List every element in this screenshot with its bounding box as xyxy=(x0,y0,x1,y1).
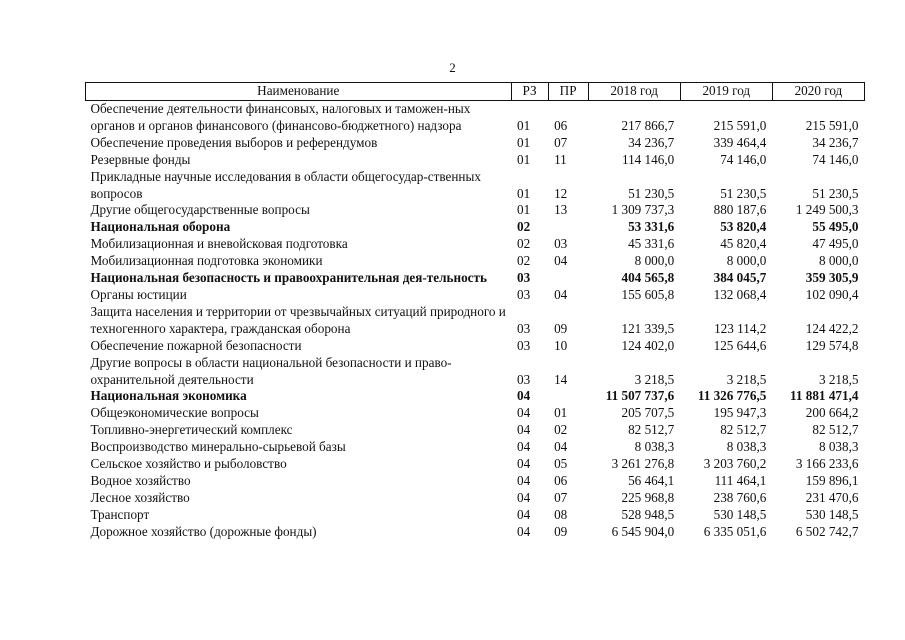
row-name: Сельское хозяйство и рыболовство xyxy=(90,456,287,472)
row-rz-code: 04 xyxy=(517,405,531,421)
row-value-2019: 45 820,4 xyxy=(720,236,767,252)
table-row xyxy=(86,202,865,219)
row-name: Лесное хозяйство xyxy=(90,489,190,505)
row-name: Общеэкономические вопросы xyxy=(90,405,259,421)
table-section-row xyxy=(86,270,865,287)
row-pr-code: 09 xyxy=(554,523,568,539)
row-value-2020: 74 146,0 xyxy=(812,151,859,167)
row-value-2019: 11 326 776,5 xyxy=(697,388,767,404)
row-pr-code: 01 xyxy=(554,405,568,421)
row-value-2019: 82 512,7 xyxy=(720,422,767,438)
row-value-2019: 8 000,0 xyxy=(726,253,767,269)
row-name: Транспорт xyxy=(90,506,150,522)
row-value-2019: 339 464,4 xyxy=(713,134,767,150)
row-pr-code: 13 xyxy=(554,202,568,218)
row-name: Топливно-энергетический комплекс xyxy=(90,422,293,438)
header-rz: РЗ xyxy=(511,83,548,101)
row-rz-code: 03 xyxy=(517,337,531,353)
row-pr-code: 12 xyxy=(554,185,568,201)
row-rz-code: 01 xyxy=(517,134,531,150)
row-value-2018: 11 507 737,6 xyxy=(605,388,675,404)
row-name: Мобилизационная подготовка экономики xyxy=(90,253,323,269)
row-pr-code: 03 xyxy=(554,236,568,252)
row-value-2020: 102 090,4 xyxy=(805,286,859,302)
row-value-2019: 51 230,5 xyxy=(720,185,767,201)
row-pr-code: 08 xyxy=(554,506,568,522)
row-value-2020: 1 249 500,3 xyxy=(795,202,859,218)
table-row xyxy=(86,405,865,422)
row-name: Обеспечение проведения выборов и референдумов xyxy=(90,134,378,150)
row-rz-code: 02 xyxy=(517,219,531,235)
row-value-2018: 34 236,7 xyxy=(628,134,675,150)
row-name: Мобилизационная и вневойсковая подготовка xyxy=(90,236,348,252)
row-pr-code: 02 xyxy=(554,422,568,438)
row-rz-code: 04 xyxy=(517,422,531,438)
row-rz-code: 01 xyxy=(517,117,531,133)
row-value-2019: 530 148,5 xyxy=(713,506,767,522)
row-name: Национальная безопасность и правоохранительная дея-тельность xyxy=(90,270,487,286)
row-pr-code: 06 xyxy=(554,117,568,133)
row-pr-code: 05 xyxy=(554,456,568,472)
row-value-2020: 8 000,0 xyxy=(818,253,859,269)
row-pr-code: 04 xyxy=(554,439,568,455)
row-name: Резервные фонды xyxy=(90,151,191,167)
row-value-2018: 53 331,6 xyxy=(628,219,675,235)
row-value-2020: 6 502 742,7 xyxy=(795,523,859,539)
row-name: Дорожное хозяйство (дорожные фонды) xyxy=(90,523,317,539)
row-rz-code: 04 xyxy=(517,523,531,539)
budget-table xyxy=(85,82,865,541)
row-value-2018: 45 331,6 xyxy=(628,236,675,252)
row-value-2020: 3 218,5 xyxy=(818,371,859,387)
row-value-2018: 6 545 904,0 xyxy=(611,523,675,539)
row-name: Воспроизводство минерально-сырьевой базы xyxy=(90,439,346,455)
row-name: Национальная экономика xyxy=(90,388,247,404)
table-row xyxy=(86,490,865,507)
row-name: Прикладные научные исследования в области общегосудар-ственных вопросов xyxy=(90,168,481,201)
row-pr-code: 06 xyxy=(554,472,568,488)
row-pr-code: 04 xyxy=(554,286,568,302)
row-value-2020: 8 038,3 xyxy=(818,439,859,455)
row-value-2018: 56 464,1 xyxy=(628,472,675,488)
row-pr-code xyxy=(548,388,588,405)
row-value-2019: 132 068,4 xyxy=(713,286,767,302)
row-value-2020: 51 230,5 xyxy=(812,185,859,201)
row-name: Водное хозяйство xyxy=(90,472,191,488)
row-name: Другие вопросы в области национальной безопасности и право-охранительной деятельности xyxy=(90,354,452,387)
table-row xyxy=(86,439,865,456)
row-value-2020: 215 591,0 xyxy=(805,117,859,133)
row-value-2020: 34 236,7 xyxy=(812,134,859,150)
row-value-2018: 225 968,8 xyxy=(621,489,675,505)
table-row xyxy=(86,456,865,473)
table-row xyxy=(86,152,865,169)
row-value-2018: 217 866,7 xyxy=(621,117,675,133)
row-value-2019: 74 146,0 xyxy=(720,151,767,167)
row-value-2018: 124 402,0 xyxy=(621,337,675,353)
row-value-2020: 82 512,7 xyxy=(812,422,859,438)
header-name: Наименование xyxy=(86,83,512,101)
row-rz-code: 03 xyxy=(517,286,531,302)
row-value-2019: 384 045,7 xyxy=(713,270,767,286)
row-value-2018: 121 339,5 xyxy=(621,320,675,336)
row-rz-code: 04 xyxy=(517,388,531,404)
table-body xyxy=(86,101,865,541)
table-row xyxy=(86,355,865,389)
table-row xyxy=(86,253,865,270)
row-value-2019: 238 760,6 xyxy=(713,489,767,505)
row-rz-code: 04 xyxy=(517,489,531,505)
row-value-2020: 530 148,5 xyxy=(805,506,859,522)
row-value-2019: 3 203 760,2 xyxy=(703,456,767,472)
page-number: 2 xyxy=(449,60,456,75)
row-value-2020: 231 470,6 xyxy=(805,489,859,505)
row-name: Защита населения и территории от чрезвычайных ситуаций природного и техногенного характера, гражданская оборона xyxy=(90,303,506,336)
row-value-2018: 1 309 737,3 xyxy=(611,202,675,218)
row-name: Обеспечение деятельности финансовых, налоговых и таможен-ных органов и органов финансового (финансово-бюджетного) надзора xyxy=(90,101,471,133)
header-2020: 2020 год xyxy=(772,83,864,101)
header-pr: ПР xyxy=(548,83,588,101)
row-value-2018: 51 230,5 xyxy=(628,185,675,201)
row-value-2018: 8 038,3 xyxy=(634,439,675,455)
row-value-2020: 359 305,9 xyxy=(805,270,859,286)
row-rz-code: 04 xyxy=(517,472,531,488)
row-value-2020: 55 495,0 xyxy=(812,219,859,235)
table-header-row xyxy=(86,83,865,101)
row-pr-code: 14 xyxy=(554,371,568,387)
row-rz-code: 03 xyxy=(517,270,531,286)
row-value-2020: 200 664,2 xyxy=(805,405,859,421)
row-rz-code: 04 xyxy=(517,506,531,522)
table-row xyxy=(86,304,865,338)
row-rz-code: 04 xyxy=(517,456,531,472)
row-rz-code: 02 xyxy=(517,236,531,252)
row-value-2019: 111 464,1 xyxy=(714,472,767,488)
row-pr-code xyxy=(548,219,588,236)
row-value-2020: 129 574,8 xyxy=(805,337,859,353)
row-name: Другие общегосударственные вопросы xyxy=(90,202,310,218)
table-row xyxy=(86,422,865,439)
row-pr-code: 11 xyxy=(554,151,567,167)
table-row xyxy=(86,287,865,304)
row-rz-code: 02 xyxy=(517,253,531,269)
row-value-2018: 528 948,5 xyxy=(621,506,675,522)
row-name: Национальная оборона xyxy=(90,219,231,235)
table-row xyxy=(86,169,865,203)
table-row xyxy=(86,524,865,541)
row-rz-code: 04 xyxy=(517,439,531,455)
row-value-2020: 47 495,0 xyxy=(812,236,859,252)
row-pr-code: 07 xyxy=(554,134,568,150)
row-value-2019: 125 644,6 xyxy=(713,337,767,353)
row-rz-code: 01 xyxy=(517,185,531,201)
row-value-2019: 195 947,3 xyxy=(713,405,767,421)
row-value-2020: 124 422,2 xyxy=(805,320,859,336)
table-row xyxy=(86,473,865,490)
row-name: Органы юстиции xyxy=(90,286,187,302)
table-section-row xyxy=(86,219,865,236)
row-rz-code: 03 xyxy=(517,320,531,336)
table-section-row xyxy=(86,388,865,405)
row-value-2018: 82 512,7 xyxy=(628,422,675,438)
row-value-2019: 6 335 051,6 xyxy=(703,523,767,539)
row-name: Обеспечение пожарной безопасности xyxy=(90,337,302,353)
row-value-2018: 3 218,5 xyxy=(634,371,675,387)
row-rz-code: 03 xyxy=(517,371,531,387)
row-value-2019: 8 038,3 xyxy=(726,439,767,455)
row-value-2019: 3 218,5 xyxy=(726,371,767,387)
row-value-2019: 215 591,0 xyxy=(713,117,767,133)
table-row xyxy=(86,507,865,524)
row-rz-code: 01 xyxy=(517,202,531,218)
header-2018: 2018 год xyxy=(588,83,680,101)
row-pr-code xyxy=(548,270,588,287)
row-value-2018: 205 707,5 xyxy=(621,405,675,421)
row-value-2020: 11 881 471,4 xyxy=(789,388,859,404)
row-value-2018: 155 605,8 xyxy=(621,286,675,302)
row-pr-code: 09 xyxy=(554,320,568,336)
row-pr-code: 10 xyxy=(554,337,568,353)
row-value-2020: 159 896,1 xyxy=(805,472,859,488)
row-pr-code: 04 xyxy=(554,253,568,269)
row-value-2020: 3 166 233,6 xyxy=(795,456,859,472)
row-value-2019: 880 187,6 xyxy=(713,202,767,218)
table-row xyxy=(86,101,865,135)
header-2019: 2019 год xyxy=(680,83,772,101)
table-row xyxy=(86,338,865,355)
row-value-2018: 8 000,0 xyxy=(634,253,675,269)
row-value-2018: 3 261 276,8 xyxy=(611,456,675,472)
table-row xyxy=(86,236,865,253)
row-value-2019: 123 114,2 xyxy=(714,320,767,336)
table-row xyxy=(86,135,865,152)
row-value-2018: 114 146,0 xyxy=(621,151,675,167)
row-value-2019: 53 820,4 xyxy=(720,219,767,235)
row-rz-code: 01 xyxy=(517,151,531,167)
row-value-2018: 404 565,8 xyxy=(621,270,675,286)
row-pr-code: 07 xyxy=(554,489,568,505)
